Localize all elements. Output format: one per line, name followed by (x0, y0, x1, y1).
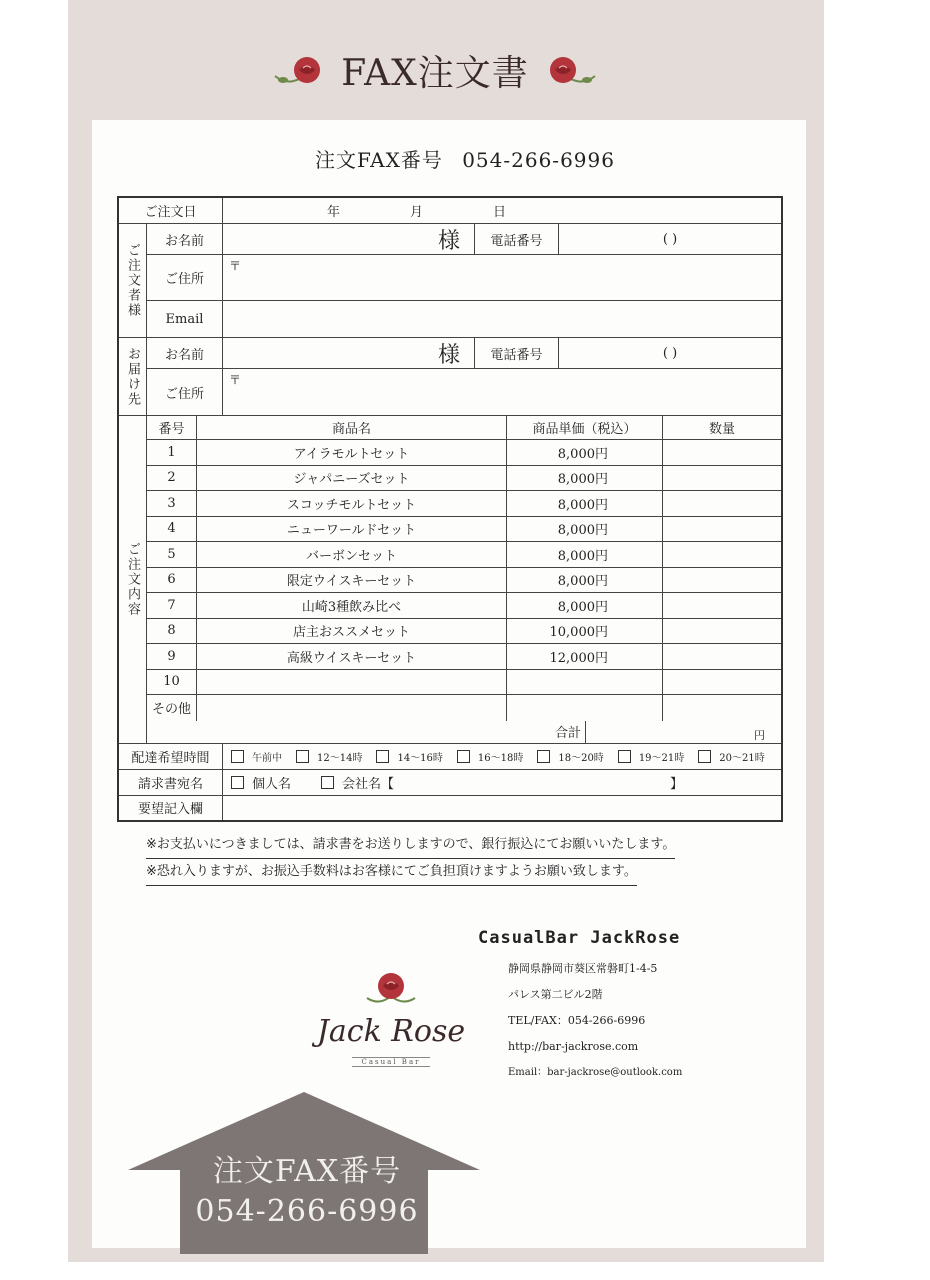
item-price: 8,000円 (507, 440, 663, 465)
total-field[interactable]: 円 (754, 728, 765, 742)
delivery-group-label: お届け先 (119, 338, 147, 415)
company-close: 】 (670, 776, 684, 792)
delivery-name-field[interactable]: 様 (223, 338, 475, 368)
item-product: ニューワールドセット (197, 517, 507, 542)
item-no: 8 (147, 619, 197, 644)
item-no: 10 (147, 670, 197, 695)
note-line: ※恐れ入りますが、お振込手数料はお客様にてご負担頂けますようお願い致します。 (146, 859, 637, 886)
table-row (147, 466, 781, 492)
item-price (507, 695, 663, 721)
item-product: アイラモルトセット (197, 440, 507, 465)
item-product: 限定ウイスキーセット (197, 568, 507, 593)
order-date-label: ご注文日 (119, 198, 223, 223)
item-price: 8,000円 (507, 517, 663, 542)
delivery-time-option[interactable] (537, 749, 603, 764)
item-price: 8,000円 (507, 542, 663, 567)
logo-subtext: Casual Bar (352, 1057, 431, 1067)
order-section (119, 416, 781, 744)
order-header-row (147, 416, 781, 440)
note-line: ※お支払いにつきましては、請求書をお送りしますので、銀行振込にてお願いいたします。 (146, 832, 675, 859)
shop-address-2: パレス第二ビル2階 (508, 988, 603, 1001)
shop-url[interactable]: http://bar-jackrose.com (508, 1040, 639, 1053)
table-row (147, 670, 781, 696)
month-label: 月 (410, 205, 424, 220)
time-label: 19～21時 (638, 752, 685, 764)
table-row (147, 440, 781, 466)
table-row (147, 695, 781, 721)
item-qty-field[interactable] (663, 440, 781, 465)
rose-icon (539, 50, 599, 90)
logo-text: Jack Rose (316, 1014, 466, 1049)
time-label: 14～16時 (397, 752, 443, 764)
request-row (119, 796, 781, 820)
item-no: 6 (147, 568, 197, 593)
rose-icon (361, 970, 421, 1008)
order-date-field[interactable] (223, 198, 781, 223)
table-row (147, 491, 781, 517)
delivery-time-option[interactable] (618, 749, 684, 764)
table-row (147, 517, 781, 543)
item-price: 8,000円 (507, 568, 663, 593)
item-qty-field[interactable] (663, 568, 781, 593)
time-checkbox[interactable] (457, 750, 470, 763)
customer-phone-label: 電話番号 (475, 224, 559, 254)
delivery-time-option[interactable] (296, 749, 362, 764)
item-qty-field[interactable] (663, 593, 781, 618)
table-row (147, 644, 781, 670)
item-product: ジャパニーズセット (197, 466, 507, 491)
item-price (507, 670, 663, 695)
personal-checkbox[interactable] (231, 776, 244, 789)
request-field[interactable] (223, 796, 781, 820)
item-product: バーボンセット (197, 542, 507, 567)
item-qty-field[interactable] (663, 644, 781, 669)
customer-address-label: ご住所 (147, 255, 223, 300)
personal-label: 個人名 (252, 776, 292, 792)
item-no: 5 (147, 542, 197, 567)
arrow-fax-label: 注文FAX番号 (212, 1154, 402, 1189)
item-no: 1 (147, 440, 197, 465)
item-no: 9 (147, 644, 197, 669)
item-product (197, 670, 507, 695)
payment-notes (146, 832, 675, 886)
header (270, 48, 600, 92)
time-label: 午前中 (252, 752, 282, 764)
fax-label: 注文FAX番号 (315, 148, 443, 172)
fax-number-line (0, 144, 930, 173)
item-price: 8,000円 (507, 466, 663, 491)
table-row (147, 542, 781, 568)
item-qty-field[interactable] (663, 542, 781, 567)
col-no-header: 番号 (147, 416, 197, 439)
order-date-row (119, 198, 781, 224)
col-price-header: 商品単価（税込） (507, 416, 663, 439)
time-checkbox[interactable] (698, 750, 711, 763)
invoice-row (119, 770, 781, 796)
arrow-fax-number: 054-266-6996 (195, 1194, 419, 1229)
item-qty-field[interactable] (663, 466, 781, 491)
customer-name-label: お名前 (147, 224, 223, 254)
customer-group-label: ご注文者様 (119, 224, 147, 337)
item-no: 2 (147, 466, 197, 491)
customer-address-field[interactable]: 〒 (229, 259, 242, 273)
customer-email-row (147, 301, 781, 337)
page-title: FAX注文書 (341, 52, 529, 94)
delivery-time-options (223, 744, 781, 769)
item-qty-field[interactable] (663, 517, 781, 542)
shop-email[interactable]: Email：bar-jackrose@outlook.com (508, 1067, 683, 1078)
rose-icon (271, 50, 331, 90)
time-label: 20～21時 (719, 752, 765, 764)
fax-number: 054-266-6996 (462, 148, 615, 172)
time-checkbox[interactable] (231, 750, 244, 763)
shop-address-1: 静岡県静岡市葵区常磐町1-4-5 (508, 962, 658, 975)
year-label: 年 (327, 205, 341, 220)
shop-info (478, 928, 682, 1086)
item-price: 12,000円 (507, 644, 663, 669)
item-product: 山崎3種飲み比べ (197, 593, 507, 618)
item-product: 高級ウイスキーセット (197, 644, 507, 669)
delivery-name-label: お名前 (147, 338, 223, 368)
delivery-phone-field[interactable]: ( ) (662, 345, 678, 361)
customer-address-row (147, 255, 781, 301)
delivery-phone-label: 電話番号 (475, 338, 559, 368)
item-product: 店主おススメセット (197, 619, 507, 644)
day-label: 日 (493, 205, 507, 220)
customer-section (119, 224, 781, 338)
total-label: 合計 (554, 726, 581, 741)
item-no: その他 (147, 695, 197, 721)
customer-phone-field[interactable]: ( ) (662, 231, 678, 247)
company-checkbox[interactable] (321, 776, 334, 789)
customer-name-field[interactable]: 様 (223, 224, 475, 254)
delivery-time-option[interactable] (231, 749, 282, 764)
delivery-time-label: 配達希望時間 (119, 744, 223, 769)
delivery-address-field[interactable]: 〒 (229, 373, 242, 387)
time-label: 18～20時 (558, 752, 604, 764)
table-row (147, 619, 781, 645)
item-price: 8,000円 (507, 593, 663, 618)
time-checkbox[interactable] (537, 750, 550, 763)
delivery-address-label: ご住所 (147, 369, 223, 415)
item-qty-field[interactable] (663, 695, 781, 721)
order-form (117, 196, 783, 822)
delivery-section (119, 338, 781, 416)
delivery-time-option[interactable] (376, 749, 442, 764)
item-price: 8,000円 (507, 491, 663, 516)
item-qty-field[interactable] (663, 670, 781, 695)
delivery-time-option[interactable] (457, 749, 523, 764)
col-product-header: 商品名 (197, 416, 507, 439)
table-row (147, 568, 781, 594)
item-price: 10,000円 (507, 619, 663, 644)
item-product (197, 695, 507, 721)
total-row (147, 721, 781, 743)
order-group-label: ご注文内容 (119, 416, 147, 743)
shop-name: CasualBar JackRose (478, 928, 681, 948)
time-checkbox[interactable] (376, 750, 389, 763)
item-no: 7 (147, 593, 197, 618)
invoice-options (223, 770, 781, 795)
delivery-name-row (147, 338, 781, 369)
shop-tel: TEL/FAX：054-266-6996 (508, 1014, 646, 1027)
invoice-label: 請求書宛名 (119, 770, 223, 795)
time-checkbox[interactable] (296, 750, 309, 763)
customer-email-field[interactable] (223, 301, 781, 337)
time-label: 16～18時 (477, 752, 524, 764)
time-checkbox[interactable] (618, 750, 631, 763)
delivery-address-row (147, 369, 781, 415)
item-product: スコッチモルトセット (197, 491, 507, 516)
item-no: 3 (147, 491, 197, 516)
item-qty-field[interactable] (663, 491, 781, 516)
customer-name-row (147, 224, 781, 255)
company-label: 会社名【 (342, 776, 395, 792)
delivery-time-row (119, 744, 781, 770)
jackrose-logo (316, 970, 466, 1066)
table-row (147, 593, 781, 619)
item-no: 4 (147, 517, 197, 542)
col-qty-header: 数量 (708, 422, 735, 437)
item-qty-field[interactable] (663, 619, 781, 644)
arrow-fax-text (178, 1152, 436, 1232)
request-label: 要望記入欄 (119, 796, 223, 820)
time-label: 12～14時 (317, 752, 363, 764)
customer-email-label: Email (147, 301, 223, 337)
delivery-time-option[interactable] (698, 749, 764, 764)
